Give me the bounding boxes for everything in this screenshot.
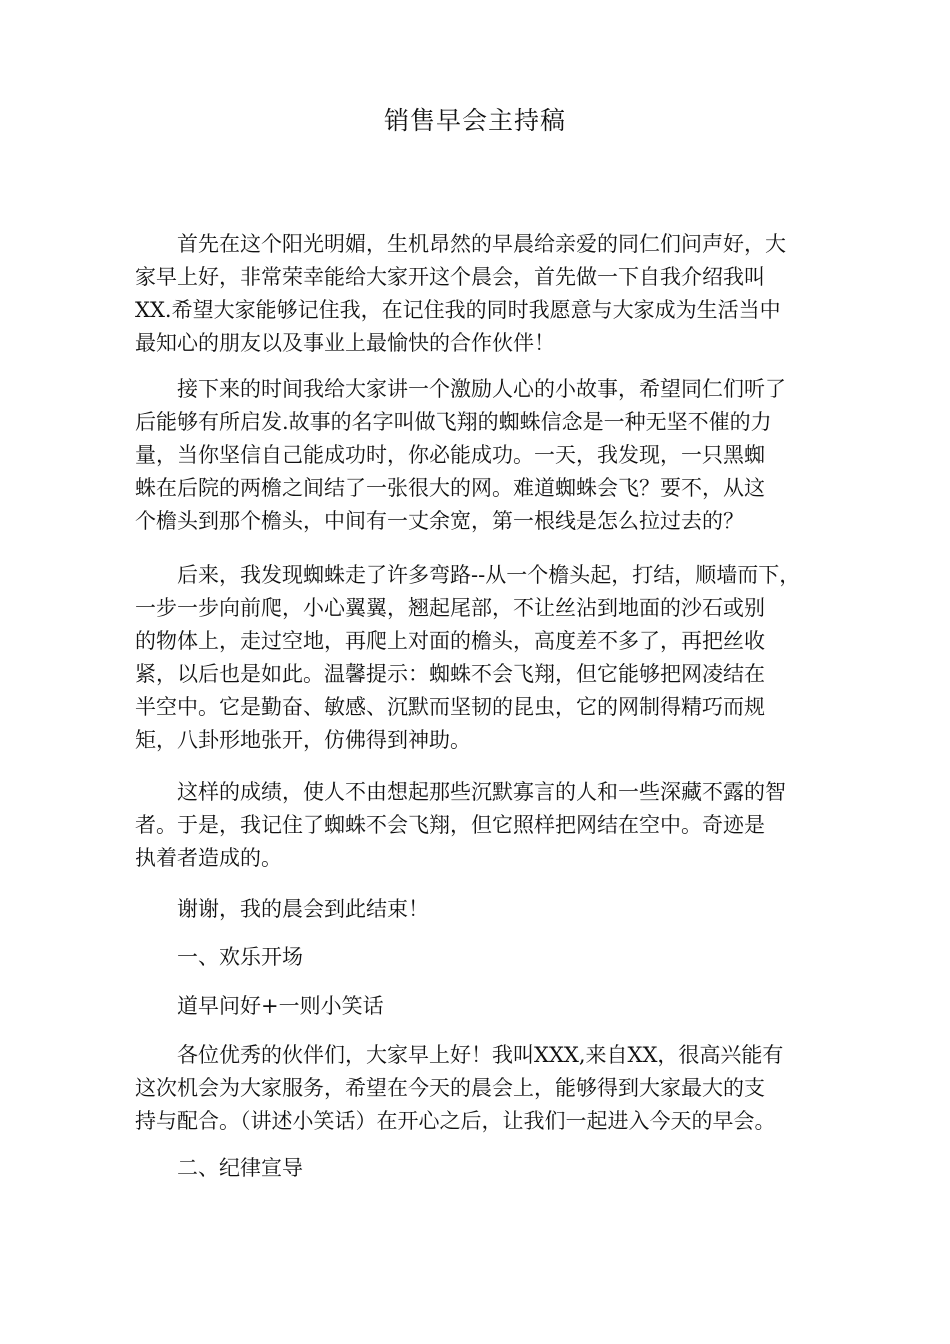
- text-line: 后来，我发现蜘蛛走了许多弯路--从一个檐头起，打结，顺墙而下，: [135, 563, 801, 587]
- section-heading-opening: [135, 941, 303, 974]
- text-line: 紧，以后也是如此。温馨提示：蜘蛛不会飞翔，但它能够把网凌结在: [135, 662, 765, 686]
- text-line: XX.希望大家能够记住我，在记住我的同时我愿意与大家成为生活当中: [135, 298, 781, 322]
- paragraph-closing: [135, 893, 429, 926]
- text-line: 量，当你坚信自己能成功时，你必能成功。一天，我发现，一只黑蜘: [135, 443, 765, 467]
- text-line: 二、纪律宣导: [135, 1156, 303, 1180]
- text-line: 最知心的朋友以及事业上最愉快的合作伙伴！: [135, 331, 555, 355]
- text-line: 家早上好，非常荣幸能给大家开这个晨会，首先做一下自我介绍我叫: [135, 265, 765, 289]
- text-line: 首先在这个阳光明媚，生机昂然的早晨给亲爱的同仁们问声好，大: [135, 232, 786, 256]
- text-line: 半空中。它是勤奋、敏感、沉默而坚韧的昆虫，它的网制得精巧而规: [135, 695, 765, 719]
- text-line: 的物体上，走过空地，再爬上对面的檐头，高度差不多了，再把丝收: [135, 629, 765, 653]
- text-line: 道早问好+一则小笑话: [135, 994, 384, 1018]
- text-line: 各位优秀的伙伴们，大家早上好！我叫XXX,来自XX，很高兴能有: [135, 1043, 784, 1067]
- text-line: 这样的成绩，使人不由想起那些沉默寡言的人和一些深藏不露的智: [135, 780, 786, 804]
- text-line: 一、欢乐开场: [135, 945, 303, 969]
- text-line: 矩，八卦形地张开，仿佛得到神助。: [135, 728, 471, 752]
- text-line: 一步一步向前爬，小心翼翼，翘起尾部，不让丝沾到地面的沙石或别: [135, 596, 765, 620]
- paragraph-subheading: [135, 990, 384, 1023]
- text-line: 持与配合。（讲述小笑话）在开心之后，让我们一起进入今天的早会。: [135, 1109, 776, 1133]
- paragraph-story-detail: [135, 559, 800, 757]
- paragraph-story-moral: [135, 776, 786, 875]
- document-title: 销售早会主持稿: [383, 106, 566, 135]
- text-line: 后能够有所启发.故事的名字叫做飞翔的蜘蛛信念是一种无坚不催的力: [135, 410, 772, 434]
- text-line: 接下来的时间我给大家讲一个激励人心的小故事，希望同仁们听了: [135, 377, 786, 401]
- text-line: 谢谢，我的晨会到此结束！: [135, 897, 429, 921]
- text-line: 蛛在后院的两檐之间结了一张很大的网。难道蜘蛛会飞？要不，从这: [135, 476, 765, 500]
- text-line: 个檐头到那个檐头，中间有一丈余宽，第一根线是怎么拉过去的？: [135, 509, 744, 533]
- text-line: 者。于是，我记住了蜘蛛不会飞翔，但它照样把网结在空中。奇迹是: [135, 813, 765, 837]
- text-line: 这次机会为大家服务，希望在今天的晨会上，能够得到大家最大的支: [135, 1076, 765, 1100]
- paragraph-greeting: [135, 228, 786, 360]
- paragraph-story-intro: [135, 373, 786, 538]
- text-line: 执着者造成的。: [135, 846, 282, 870]
- paragraph-host-intro: [135, 1039, 783, 1138]
- section-heading-discipline: [135, 1152, 303, 1185]
